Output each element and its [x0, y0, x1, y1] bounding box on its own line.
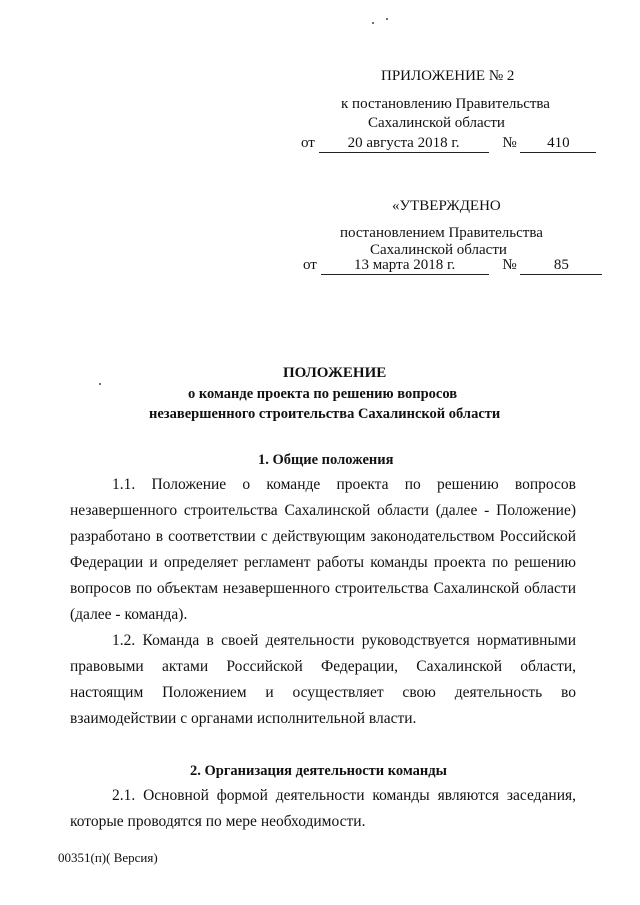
- scan-speck: [99, 383, 101, 385]
- appendix-date-line: [301, 135, 596, 153]
- document-subtitle-2: незавершенного строительства Сахалинской области: [149, 406, 501, 422]
- scan-speck: [386, 18, 388, 20]
- appendix-date: 20 августа 2018 г.: [319, 135, 489, 153]
- appendix-line-1: к постановлению Правительства: [341, 96, 550, 112]
- document-code: 00351(п)( Версия): [58, 850, 158, 865]
- appendix-title: ПРИЛОЖЕНИЕ № 2: [381, 68, 515, 84]
- document-title: ПОЛОЖЕНИЕ: [283, 365, 387, 381]
- approved-line-1: постановлением Правительства: [340, 225, 543, 241]
- approved-date: 13 марта 2018 г.: [321, 257, 489, 275]
- approved-number: 85: [520, 257, 602, 275]
- paragraph-1-1: [70, 472, 576, 628]
- paragraph-1-2: [70, 628, 576, 732]
- paragraph-text: 1.2. Команда в своей деятельности руководствуется нормативными правовыми актами Российской Федерации, Сахалинской области, настоящим Положением и осуществляет свою деятельность во взаимодействии с органами исполнительной власти.: [70, 632, 576, 727]
- approved-title: «УТВЕРЖДЕНО: [392, 198, 501, 214]
- paragraph-text: 2.1. Основной формой деятельности команды являются заседания, которые проводятся по мере необходимости.: [70, 787, 576, 830]
- scan-speck: [372, 22, 374, 24]
- approved-number-label: №: [502, 257, 517, 273]
- document-subtitle-1: о команде проекта по решению вопросов: [188, 386, 458, 402]
- approved-date-line: [303, 257, 602, 275]
- approved-from-label: от: [303, 257, 317, 273]
- paragraph-2-1: [70, 783, 576, 835]
- appendix-line-2: Сахалинской области: [368, 115, 505, 131]
- appendix-number: 410: [520, 135, 596, 153]
- appendix-number-label: №: [502, 135, 517, 151]
- appendix-from-label: от: [301, 135, 315, 151]
- section-heading: 2. Организация деятельности команды: [190, 763, 447, 779]
- paragraph-text: 1.1. Положение о команде проекта по решению вопросов незавершенного строительства Сахалинской области (далее - Положение) разработано в соответствии с действующим законодательством Российской Федерации и определяет регламент работы команды проекта по решению вопросов по объектам незавершенного строительства Сахалинской области (далее - команда).: [70, 476, 576, 623]
- section-heading: 1. Общие положения: [258, 452, 394, 468]
- approved-line-2: Сахалинской области: [370, 242, 507, 258]
